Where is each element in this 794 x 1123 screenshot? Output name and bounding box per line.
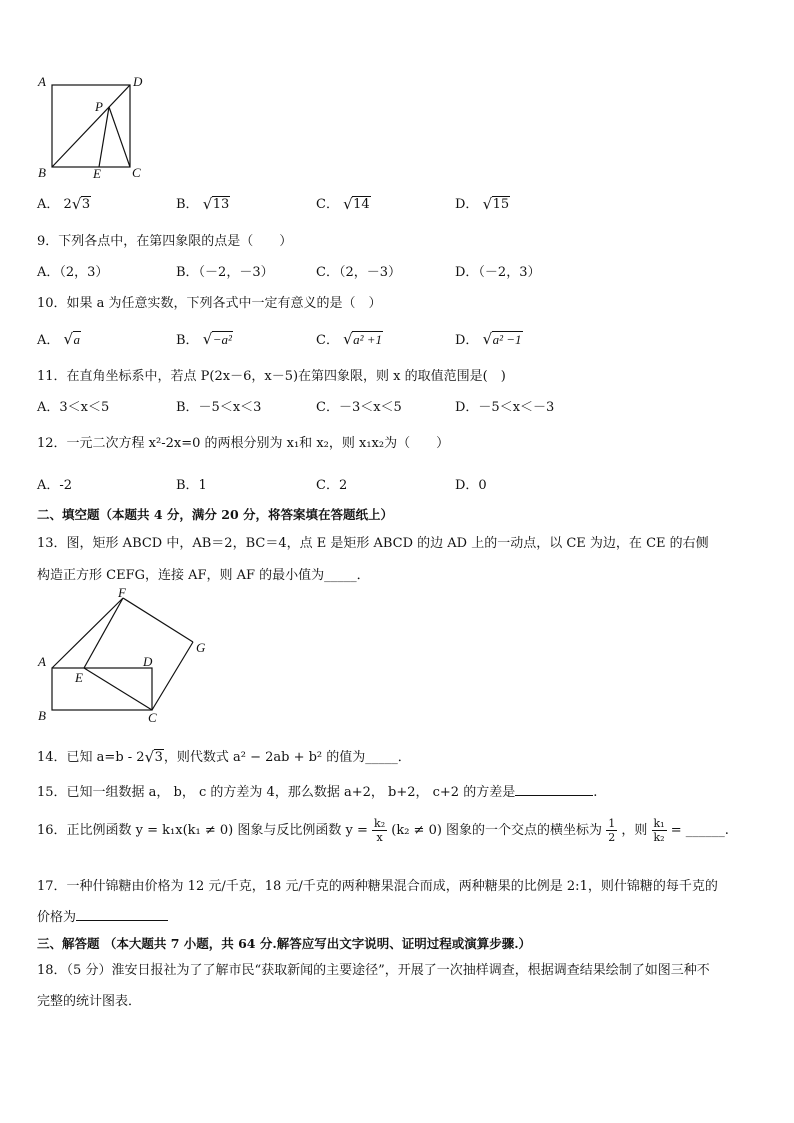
q8-option-b: B． √ 13 <box>176 193 230 212</box>
q8-option-a: A． 2√ 3 <box>37 193 91 212</box>
q12-option-d: D．0 <box>455 478 487 493</box>
q9-option-d: D．（－2，3） <box>455 265 541 280</box>
section-3-heading: 三、解答题 （本大题共 7 小题，共 64 分.解答应写出文字说明、证明过程或演算步骤.） <box>37 936 532 951</box>
q9-option-a: A．（2，3） <box>37 265 109 280</box>
q13-line-2: 构造正方形 CEFG，连接 AF，则 AF 的最小值为_____． <box>37 568 370 583</box>
label-g: G <box>196 640 206 655</box>
label-a: A <box>38 654 46 669</box>
q18-line-2: 完整的统计图表． <box>37 994 142 1009</box>
label-b: B <box>38 165 46 180</box>
label-e: E <box>75 670 83 685</box>
q11-option-c: C．－3＜x＜5 <box>316 400 402 415</box>
q10-option-a: A． √ a <box>37 329 81 348</box>
q18-line-1: 18．（5 分）淮安日报社为了了解市民“获取新闻的主要途径”，开展了一次抽样调查，根据调查结果绘制了如图三种不 <box>37 963 710 978</box>
label-d: D <box>133 74 143 89</box>
q17-line-1: 17．一种什锦糖由价格为 12 元/千克，18 元/千克的两种糖果混合而成，两种糖果的比例是 2:1，则什锦糖的每千克的 <box>37 879 718 894</box>
q9-option-b: B．（－2，－3） <box>176 265 274 280</box>
q17-line-2: 价格为 <box>37 906 168 925</box>
q16-text: 16．正比例函数 y = k₁x(k₁ ≠ 0) 图象与反比例函数 y = $\frac{\text{k₂}}{x}$ (k₂ ≠ 0) 图象的一个交点的横坐标为 $\frac{1}{2}$ ，则 $\frac{\text{k₁}}{\text{k₂}}$ = ______. <box>37 817 729 844</box>
q10-option-b: B． √ −a² <box>176 329 233 348</box>
label-c: C <box>148 710 157 724</box>
label-c: C <box>132 165 141 180</box>
q12-option-b: B．1 <box>176 478 207 493</box>
q11-stem: 11．在直角坐标系中，若点 P(2x－6，x－5)在第四象限，则 x 的取值范围是( ) <box>37 369 506 384</box>
label-e: E <box>93 166 101 181</box>
label-f: F <box>118 588 126 600</box>
label-b: B <box>38 708 46 723</box>
q11-option-b: B．－5＜x＜3 <box>176 400 262 415</box>
q15-text: 15．已知一组数据 a， b， c 的方差为 4，那么数据 a+2， b+2， c+2 的方差是 . <box>37 781 597 800</box>
label-p: P <box>95 99 103 114</box>
q10-option-c: C． √ a² +1 <box>316 329 383 348</box>
section-2-heading: 二、填空题（本题共 4 分，满分 20 分，将答案填在答题纸上） <box>37 507 394 522</box>
q11-option-d: D．－5＜x＜－3 <box>455 400 555 415</box>
q10-option-d: D． √ a² −1 <box>455 329 523 348</box>
label-d: D <box>143 654 153 669</box>
q13-line-1: 13．图，矩形 ABCD 中，AB＝2，BC＝4，点 E 是矩形 ABCD 的边 AD 上的一动点，以 CE 为边，在 CE 的右侧 <box>37 536 709 551</box>
rectangle-square-figure <box>34 588 214 724</box>
q8-option-d: D． √ 15 <box>455 193 510 212</box>
label-a: A <box>38 74 46 89</box>
q10-stem: 10．如果 a 为任意实数，下列各式中一定有意义的是（ ） <box>37 296 382 311</box>
square-figure <box>34 72 146 184</box>
q12-option-a: A．-2 <box>37 478 73 493</box>
q12-option-c: C．2 <box>316 478 348 493</box>
q9-option-c: C．（2，－3） <box>316 265 401 280</box>
q14-text: 14．已知 a=b - 2√ 3，则代数式 a² − 2ab + b² 的值为_____． <box>37 746 411 765</box>
q11-option-a: A．3＜x＜5 <box>37 400 110 415</box>
q9-stem: 9．下列各点中，在第四象限的点是（ ） <box>37 234 293 249</box>
q12-stem: 12．一元二次方程 x²-2x=0 的两根分别为 x₁和 x₂，则 x₁x₂为（ ） <box>37 436 450 451</box>
q8-option-c: C． √ 14 <box>316 193 371 212</box>
